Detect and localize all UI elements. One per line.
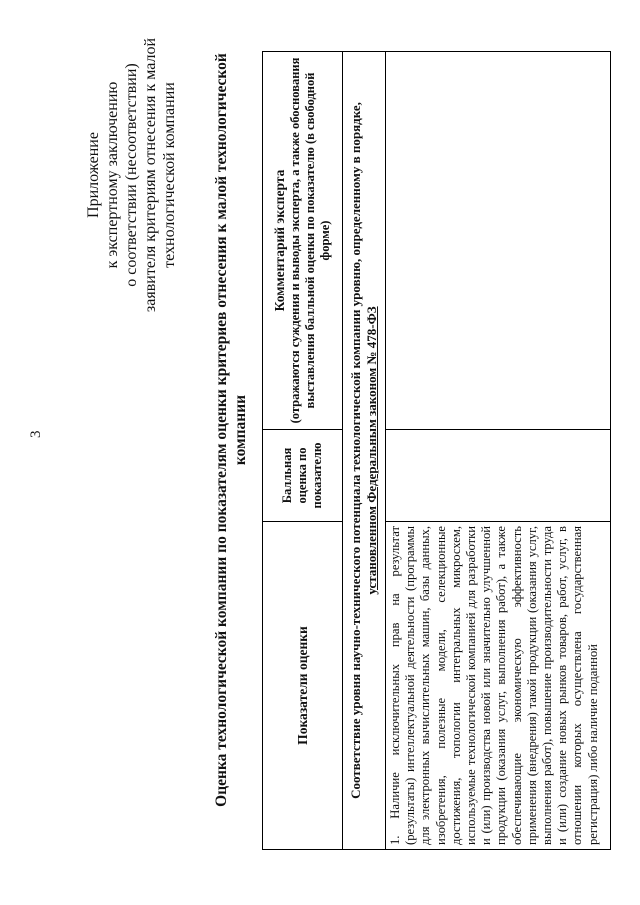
score-cell (386, 430, 611, 522)
appendix-title: Приложение (85, 132, 102, 218)
header-comment-subtitle: (отражаются суждения и выводы эксперта, а также обоснования выставления балльной оценки по показателю (в свободной форме) (288, 57, 332, 424)
rotated-landscape-sheet (20, 20, 620, 880)
evaluation-table (262, 51, 611, 850)
appendix-line: технологической компании (161, 82, 178, 268)
comment-cell (386, 52, 611, 430)
appendix-line: о соответствии (несоответствии) (123, 63, 140, 287)
appendix-line: к экспертному заключению (104, 81, 121, 269)
indicator-text: 1. Наличие исключительных прав на результат (результаты) интеллектуальной деятельности (программы для электронных вычислительных машин, базы данных, изобретения, полезные модели, селекционные достижения, топологии интегральных микросхем, используемые технологической компанией для разработки и (или) производства новой или значительно улучшенной продукции (оказания услуг, выполнения работ), а также обеспечивающие экономическую эффективность применения (внедрения) такой продукции (оказания услуг, выполнения работ), повышение производительности труда и (или) создание новых рынков товаров, работ, услуг, в отношении которых осуществлена государственная регистрация) либо наличие поданной (386, 522, 611, 850)
document-title: Оценка технологической компании по показателям оценки критериев отнесения к малой технологической компании (213, 53, 249, 807)
header-score: Балльная оценка по показателю (263, 430, 343, 522)
table-row (386, 52, 611, 850)
appendix-note (84, 25, 179, 325)
header-comment (263, 52, 343, 430)
section-line: установленном Федеральным законом № 478-ФЗ (364, 306, 379, 595)
section-heading (343, 52, 386, 850)
section-line: Соответствие уровня научно-технического потенциала технологической компании уровню, определенному в порядке, (348, 102, 363, 799)
header-indicators: Показатели оценки (263, 522, 343, 850)
appendix-line: заявителя критериям отнесения к малой (142, 37, 159, 313)
page-number: 3 (28, 430, 44, 438)
table-header-row (263, 52, 343, 850)
section-row (343, 52, 386, 850)
header-comment-title: Комментарий эксперта (272, 169, 287, 312)
